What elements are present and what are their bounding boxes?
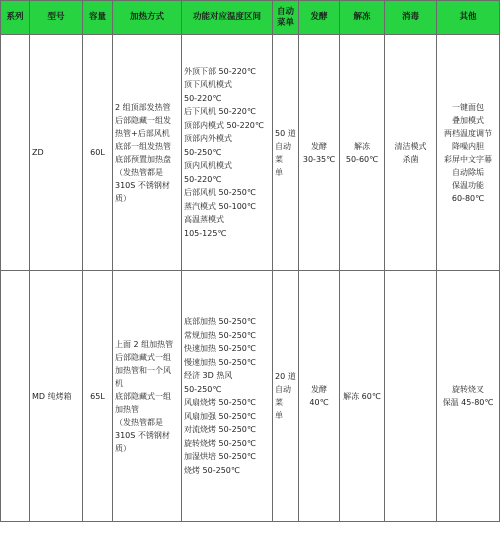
cell-line: 底部一组发热管 (115, 141, 171, 151)
cell-line: 加热管 (115, 404, 139, 414)
series-cell (1, 271, 30, 522)
cell-line: 外顶下部 50-220℃ (184, 66, 256, 76)
cell-line: 底部加热 50-250℃ (184, 317, 256, 326)
header-series: 系列 (1, 1, 30, 35)
header-heating: 加热方式 (113, 1, 182, 35)
cell-line: 一键面包 (452, 102, 484, 112)
header-defrost: 解冻 (340, 1, 385, 35)
cell-line: 彩屏中文字幕 (444, 154, 492, 164)
disinfect-cell (385, 271, 437, 522)
capacity-cell: 65L (83, 271, 113, 522)
other-cell (437, 271, 500, 522)
cell-line: 20 道 (275, 372, 296, 381)
cell-line: 底部预置加热盘 (115, 154, 171, 164)
cell-line: 慢速加热 50-250℃ (184, 357, 256, 367)
cell-line: 质） (115, 193, 131, 203)
cell-line: 发酵 40℃ (309, 385, 329, 407)
cell-line: 单 (275, 411, 283, 420)
ferment-cell (299, 271, 340, 522)
cell-line: 降噪内胆 (452, 141, 484, 151)
cell-line: 底部隐藏式一组 (115, 391, 171, 401)
cell-line: 解冻 60℃ (343, 391, 381, 401)
header-capacity: 容量 (83, 1, 113, 35)
cell-line: 叠加模式 (452, 115, 484, 125)
cell-line: （发热管都是 (115, 167, 163, 177)
model-cell: MD 纯烤箱 (30, 271, 83, 522)
cell-line: 旋转烧叉 (452, 385, 484, 394)
cell-line: 加湿烘培 50-250℃ (184, 452, 256, 461)
defrost-cell (340, 271, 385, 522)
cell-line: 发酵 (311, 141, 327, 151)
table-row (1, 271, 500, 522)
table-row (1, 35, 500, 271)
functions-cell (182, 35, 273, 271)
auto-menu-cell (273, 271, 299, 522)
cell-line: 后部隐藏一组发 (115, 115, 171, 125)
cell-line: 310S 不锈钢材 (115, 180, 170, 190)
cell-line: 50-220℃ (184, 174, 222, 184)
cell-line: 保温 45-80℃ (442, 398, 494, 407)
cell-line: 50-220℃ (184, 93, 222, 103)
cell-line: 加热管和一个风 (115, 365, 171, 375)
defrost-cell (340, 35, 385, 271)
header-functions: 功能对应温度区间 (182, 1, 273, 35)
cell-line: 自动除垢 (452, 167, 484, 177)
disinfect-cell (385, 35, 437, 271)
cell-line: 质） (115, 443, 131, 453)
cell-line: 解冻 (354, 141, 370, 151)
functions-cell (182, 271, 273, 522)
cell-line: 顶部内外模式 (184, 134, 232, 144)
cell-line: 对流烧烤 50-250℃ (184, 425, 256, 434)
cell-line: 50-60℃ (345, 154, 379, 164)
header-row (1, 1, 500, 35)
cell-line: 310S 不锈钢材 (115, 430, 170, 440)
cell-line: 50 道 (275, 128, 296, 138)
cell-line: 顶下风机模式 (184, 80, 232, 90)
cell-line: （发热管都是 (115, 417, 163, 427)
cell-line: 上面 2 组加热管 (115, 339, 174, 349)
cell-line: 清洁模式 (394, 141, 427, 151)
cell-line: 蒸汽模式 50-100℃ (184, 201, 256, 211)
cell-line: 自动菜 (275, 385, 291, 407)
cell-line: 风扇加强 50-250℃ (184, 411, 256, 421)
header-other: 其他 (437, 1, 500, 35)
cell-line: 30-35℃ (302, 154, 336, 164)
header-model: 型号 (30, 1, 83, 35)
cell-line: 风扇烧烤 50-250℃ (184, 398, 256, 407)
cell-line: 两档温度调节 (444, 128, 492, 138)
other-cell (437, 35, 500, 271)
series-cell (1, 35, 30, 271)
cell-line: 高温蒸模式 (184, 215, 224, 225)
cell-line: 60-80℃ (451, 193, 485, 203)
cell-line: 旋转烧烤 50-250℃ (184, 438, 256, 448)
cell-line: 后下风机 50-220℃ (184, 107, 256, 117)
cell-line: 烧烤 50-250℃ (184, 465, 240, 475)
heating-cell (113, 271, 182, 522)
heating-cell (113, 35, 182, 271)
auto-menu-cell (273, 35, 299, 271)
cell-line: 顶部内模式 50-220℃ (184, 120, 264, 130)
cell-line: 机 (115, 378, 123, 388)
cell-line: 自动菜 (275, 141, 291, 164)
cell-line: 快速加热 50-250℃ (184, 344, 256, 353)
model-cell: ZD (30, 35, 83, 271)
cell-line: 105-125℃ (184, 228, 227, 238)
cell-line: 经济 3D 热风 (184, 371, 233, 380)
cell-line: 常规加热 50-250℃ (184, 330, 256, 340)
cell-line: 后部风机 50-250℃ (184, 188, 256, 198)
cell-line: 顶内风机模式 (184, 161, 232, 171)
cell-line: 2 组顶部发热管 (115, 102, 171, 112)
capacity-cell: 60L (83, 35, 113, 271)
cell-line: 50-250℃ (184, 147, 222, 157)
cell-line: 后部隐藏式一组 (115, 352, 171, 362)
cell-line: 杀菌 (402, 154, 419, 164)
cell-line: 热管+后部风机 (115, 128, 170, 138)
header-ferment: 发酵 (299, 1, 340, 35)
cell-line: 50-250℃ (184, 384, 222, 394)
ferment-cell (299, 35, 340, 271)
cell-line: 单 (275, 167, 283, 177)
header-disinfect: 消毒 (385, 1, 437, 35)
cell-line: 保温功能 (452, 180, 484, 190)
header-auto-menu: 自动菜单 (273, 1, 299, 35)
